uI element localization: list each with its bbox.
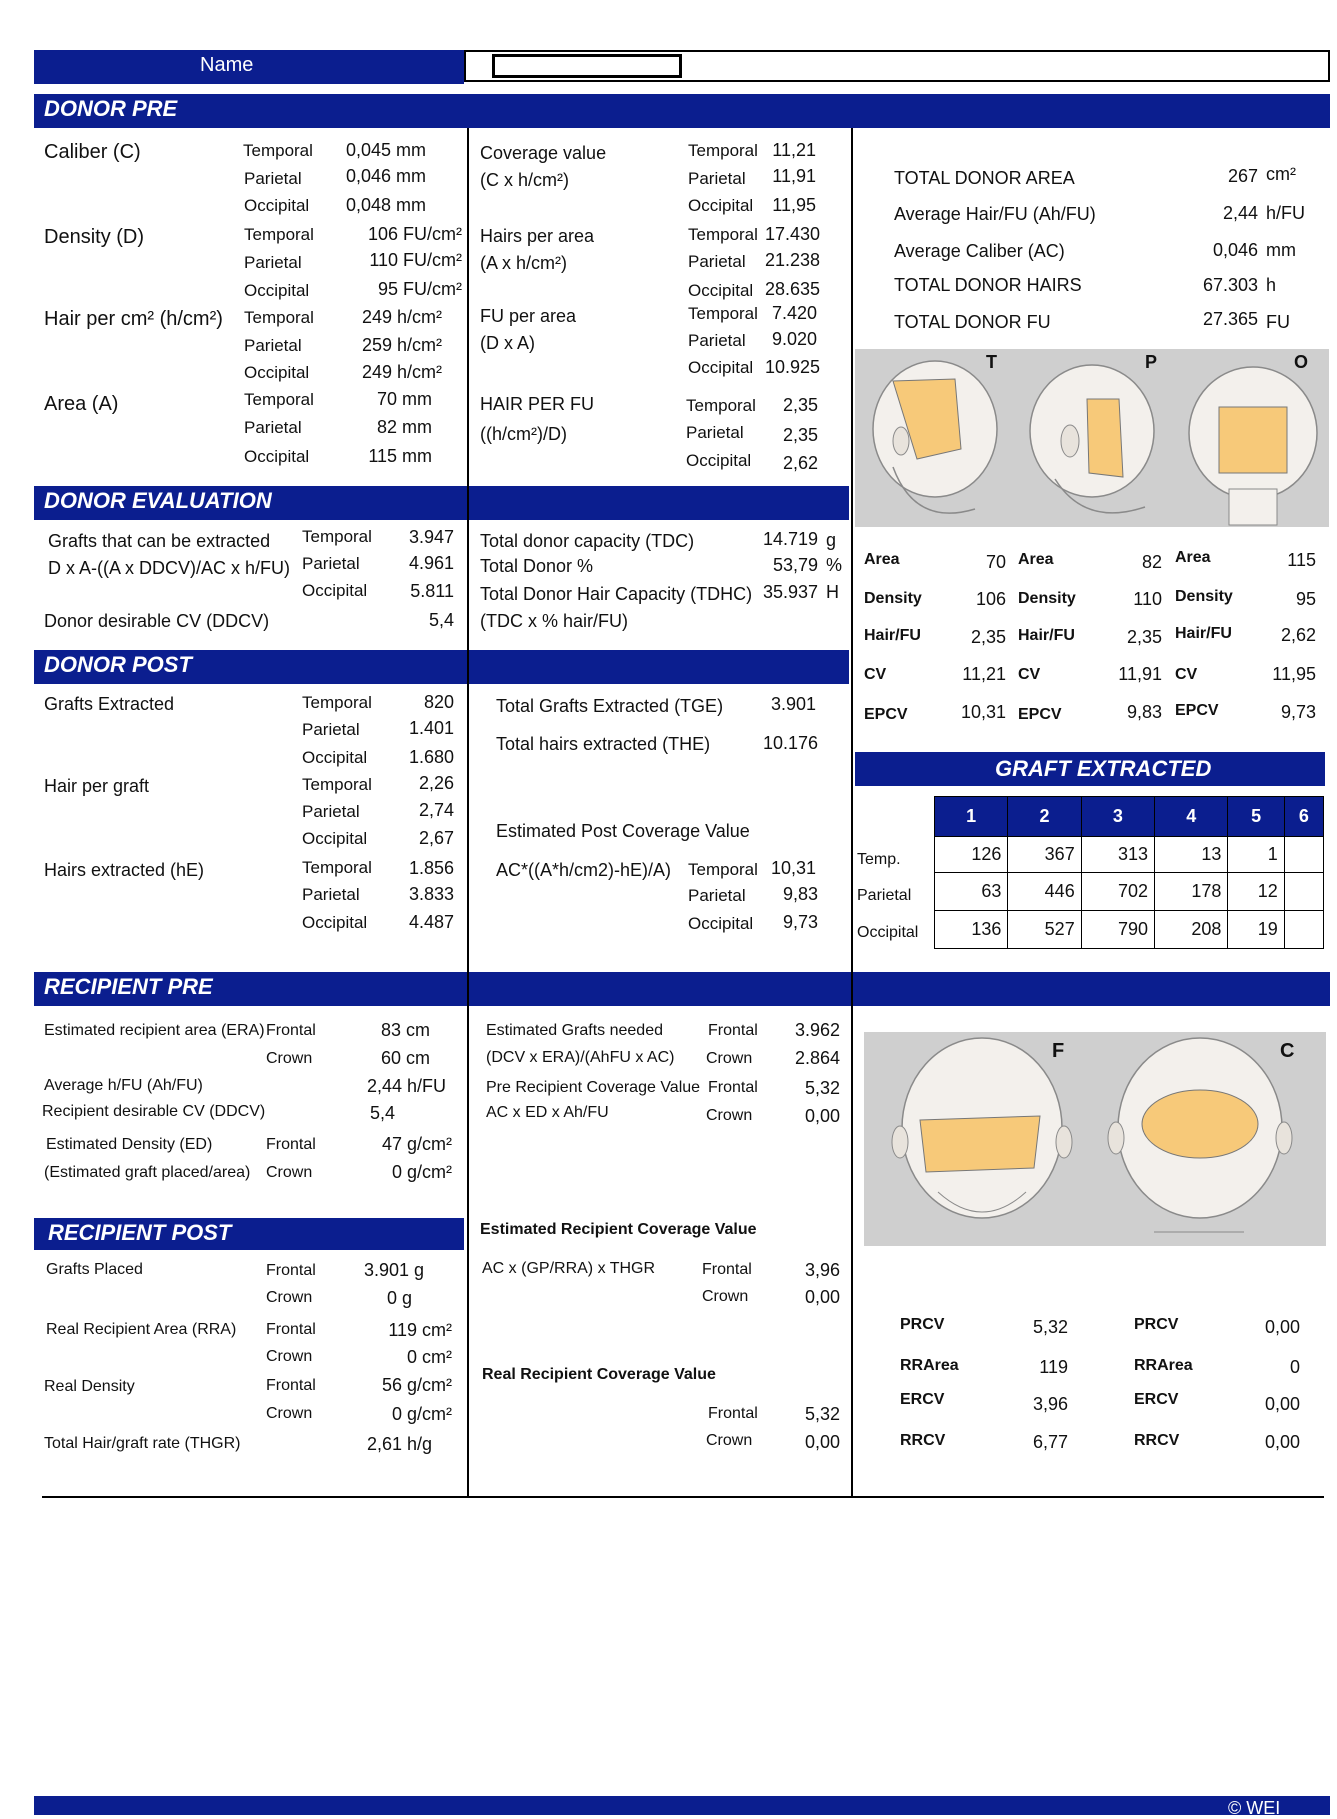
donor-pre-bar bbox=[34, 94, 1330, 128]
zone-label: Frontal bbox=[708, 1405, 758, 1422]
rsummary-c-value: 0 bbox=[1289, 1357, 1300, 1377]
rsummary-c-value: 0,00 bbox=[1264, 1394, 1300, 1414]
graft-cell: 136 bbox=[935, 911, 1008, 949]
name-input[interactable] bbox=[492, 54, 682, 78]
zone-label: Parietal bbox=[302, 802, 360, 821]
graft-cell: 527 bbox=[1008, 911, 1081, 949]
egn-crown: 2.864 bbox=[794, 1048, 840, 1068]
donor-post-title: DONOR POST bbox=[44, 652, 192, 677]
caliber-parietal: 0,046 mm bbox=[346, 166, 427, 186]
zone-label: Temporal bbox=[244, 308, 314, 327]
grafts-extractable-label: Grafts that can be extracted bbox=[48, 531, 271, 551]
hair-label: Hair per cm² (h/cm²) bbox=[44, 308, 223, 330]
zone-label: Temporal bbox=[688, 860, 758, 879]
epcv-temporal: 10,31 bbox=[770, 858, 816, 878]
summary-p-value: 2,35 bbox=[1126, 627, 1162, 647]
zone-label: Parietal bbox=[686, 423, 744, 442]
rsummary-f-value: 119 bbox=[1039, 1357, 1068, 1377]
summary-label: EPCV bbox=[864, 706, 908, 723]
zone-label: Temporal bbox=[302, 775, 372, 794]
fpa-parietal: 9.020 bbox=[771, 329, 817, 349]
total-unit: h/FU bbox=[1266, 203, 1306, 223]
epcv-formula: AC*((A*h/cm2)-hE)/A) bbox=[496, 860, 672, 880]
area-occipital: 115 mm bbox=[368, 446, 432, 466]
zone-label: Parietal bbox=[302, 720, 360, 739]
zone-label: Parietal bbox=[688, 886, 746, 905]
tdhc-label: Total Donor Hair Capacity (TDHC) bbox=[480, 584, 753, 604]
table-row bbox=[935, 837, 1324, 873]
summary-o-value: 115 bbox=[1287, 550, 1316, 570]
era-label: Estimated recipient area (ERA) bbox=[44, 1022, 265, 1039]
caliber-temporal: 0,045 mm bbox=[346, 140, 427, 160]
zone-label: Occipital bbox=[244, 447, 310, 466]
graft-col-header: 4 bbox=[1155, 797, 1228, 837]
summary-label: Density bbox=[1018, 590, 1076, 607]
zone-label: Crown bbox=[266, 1050, 313, 1067]
tge-value: 3.901 bbox=[770, 694, 816, 714]
zone-label: Temporal bbox=[244, 225, 314, 244]
gp-frontal: 3.901 g bbox=[363, 1260, 424, 1280]
donor-head-panel bbox=[855, 349, 1329, 527]
total-value: 0,046 bbox=[1212, 240, 1258, 260]
rra-frontal: 119 cm² bbox=[388, 1320, 452, 1340]
density-occipital: 95 FU/cm² bbox=[377, 279, 462, 299]
rsummary-label: RRCV bbox=[900, 1432, 946, 1449]
bottom-rule bbox=[42, 1496, 1324, 1498]
rra-crown: 0 cm² bbox=[407, 1347, 452, 1367]
rd-frontal: 56 g/cm² bbox=[381, 1375, 452, 1395]
total-label: Average Hair/FU (Ah/FU) bbox=[894, 204, 1096, 224]
graft-cell: 446 bbox=[1008, 873, 1081, 911]
summary-p-value: 9,83 bbox=[1126, 702, 1162, 722]
zone-label: Parietal bbox=[302, 554, 360, 573]
recipient-pre-bar bbox=[34, 972, 1330, 1006]
ddcv-label: Donor desirable CV (DDCV) bbox=[44, 611, 270, 631]
total-value: 67.303 bbox=[1202, 275, 1258, 295]
graft-cell: 790 bbox=[1081, 911, 1154, 949]
grafts-extractable-formula: D x A-((A x DDCV)/AC x h/FU) bbox=[48, 558, 291, 578]
rsummary-label: PRCV bbox=[900, 1316, 945, 1333]
zone-label: Frontal bbox=[266, 1262, 316, 1279]
graft-cell bbox=[1284, 837, 1323, 873]
zone-label: Parietal bbox=[302, 885, 360, 904]
grafts-temporal: 3.947 bbox=[408, 527, 454, 547]
fpa-label: FU per area bbox=[480, 306, 577, 326]
graft-cell: 178 bbox=[1155, 873, 1228, 911]
ercv-formula: AC x (GP/RRA) x THGR bbox=[482, 1260, 656, 1277]
parietal-head-icon bbox=[1030, 365, 1154, 513]
summary-label: CV bbox=[1018, 666, 1041, 683]
total-unit: FU bbox=[1266, 312, 1290, 332]
divider-left bbox=[467, 128, 469, 1496]
graft-cell: 13 bbox=[1155, 837, 1228, 873]
rsummary-label: RRArea bbox=[900, 1357, 959, 1374]
graft-col-header: 5 bbox=[1228, 797, 1284, 837]
ddcv-value: 5,4 bbox=[428, 610, 454, 630]
ercv-title: Estimated Recipient Coverage Value bbox=[480, 1221, 757, 1238]
zone-label: Crown bbox=[706, 1107, 753, 1124]
zone-label: Occipital bbox=[244, 196, 310, 215]
egn-formula: (DCV x ERA)/(AhFU x AC) bbox=[486, 1049, 675, 1066]
rsummary-label: PRCV bbox=[1134, 1316, 1179, 1333]
hpg-parietal: 2,74 bbox=[418, 800, 454, 820]
zone-label: Crown bbox=[706, 1050, 753, 1067]
summary-p-value: 82 bbox=[1141, 552, 1162, 572]
epcv-parietal: 9,83 bbox=[782, 884, 818, 904]
rd-label: Real Density bbox=[44, 1378, 135, 1395]
ge-occipital: 1.680 bbox=[408, 747, 454, 767]
tdhc-unit: H bbox=[826, 582, 839, 602]
ed-formula: (Estimated graft placed/area) bbox=[44, 1164, 251, 1181]
zone-label: Frontal bbox=[266, 1022, 316, 1039]
total-label: TOTAL DONOR AREA bbox=[894, 168, 1075, 188]
hpf-formula: ((h/cm²)/D) bbox=[480, 424, 567, 444]
summary-o-value: 9,73 bbox=[1280, 702, 1316, 722]
summary-label: Hair/FU bbox=[864, 627, 921, 644]
tdp-label: Total Donor % bbox=[480, 556, 594, 576]
graft-cell: 126 bbox=[935, 837, 1008, 873]
zone-label: Occipital bbox=[302, 829, 368, 848]
zone-label: Occipital bbox=[244, 363, 310, 382]
gp-crown: 0 g bbox=[386, 1288, 412, 1308]
graft-cell: 1 bbox=[1228, 837, 1284, 873]
prcv-formula: AC x ED x Ah/FU bbox=[486, 1104, 609, 1121]
tdhc-value: 35.937 bbox=[762, 582, 818, 602]
zone-label: Occipital bbox=[244, 281, 310, 300]
hair-parietal: 259 h/cm² bbox=[362, 335, 443, 355]
graft-cell: 208 bbox=[1155, 911, 1228, 949]
area-parietal: 82 mm bbox=[376, 417, 432, 437]
ahfu-label: Average h/FU (Ah/FU) bbox=[44, 1077, 203, 1094]
graft-col-header: 2 bbox=[1008, 797, 1081, 837]
he-temporal: 1.856 bbox=[408, 858, 454, 878]
rsummary-label: ERCV bbox=[900, 1391, 945, 1408]
area-temporal: 70 mm bbox=[376, 389, 432, 409]
cv-label: Coverage value bbox=[480, 143, 607, 163]
graft-row-label: Temp. bbox=[857, 851, 901, 868]
zone-label: Parietal bbox=[688, 252, 746, 271]
epcv-occipital: 9,73 bbox=[782, 912, 818, 932]
area-label: Area (A) bbox=[44, 393, 119, 415]
total-value: 27.365 bbox=[1202, 309, 1258, 329]
ercv-crown: 0,00 bbox=[804, 1287, 840, 1307]
zone-label: Occipital bbox=[302, 748, 368, 767]
cv-occipital: 11,95 bbox=[772, 195, 816, 215]
zone-label: Occipital bbox=[686, 451, 752, 470]
caliber-label: Caliber (C) bbox=[44, 141, 141, 163]
summary-label: CV bbox=[1175, 666, 1198, 683]
zone-label: Parietal bbox=[688, 331, 746, 350]
cv-parietal: 11,91 bbox=[772, 166, 816, 186]
grafts-parietal: 4.961 bbox=[408, 553, 454, 573]
zone-label: Crown bbox=[266, 1164, 313, 1181]
cv-temporal: 11,21 bbox=[772, 140, 816, 160]
head-letter-t: T bbox=[986, 352, 997, 372]
hpf-label: HAIR PER FU bbox=[480, 394, 595, 414]
he-occipital: 4.487 bbox=[408, 912, 454, 932]
ahfu-value: 2,44 h/FU bbox=[366, 1076, 446, 1096]
grafts-occipital: 5.811 bbox=[410, 581, 454, 601]
fpa-occipital: 10.925 bbox=[764, 357, 820, 377]
summary-label: Density bbox=[864, 590, 922, 607]
hairs-extracted-label: Hairs extracted (hE) bbox=[44, 860, 205, 880]
zone-label: Crown bbox=[266, 1348, 313, 1365]
zone-label: Occipital bbox=[688, 914, 754, 933]
graft-cell: 702 bbox=[1081, 873, 1154, 911]
rra-label: Real Recipient Area (RRA) bbox=[46, 1321, 237, 1338]
fpa-temporal: 7.420 bbox=[771, 303, 817, 323]
epcv-label: Estimated Post Coverage Value bbox=[496, 821, 750, 841]
prcv-frontal: 5,32 bbox=[804, 1078, 840, 1098]
graft-extracted-title: GRAFT EXTRACTED bbox=[995, 756, 1212, 781]
summary-label: Density bbox=[1175, 588, 1233, 605]
footer-copyright: © WEI bbox=[1228, 1798, 1281, 1818]
zone-label: Temporal bbox=[244, 390, 314, 409]
egn-frontal: 3.962 bbox=[794, 1020, 840, 1040]
density-label: Density (D) bbox=[44, 226, 145, 248]
table-row bbox=[935, 911, 1324, 949]
hpf-temporal: 2,35 bbox=[782, 395, 818, 415]
summary-label: EPCV bbox=[1018, 706, 1062, 723]
era-frontal: 83 cm bbox=[380, 1020, 430, 1040]
hpa-temporal: 17.430 bbox=[764, 224, 820, 244]
summary-t-value: 70 bbox=[985, 552, 1006, 572]
donor-head-diagram bbox=[855, 349, 1329, 527]
summary-label: Area bbox=[1175, 549, 1211, 566]
zone-label: Crown bbox=[702, 1288, 749, 1305]
total-value: 267 bbox=[1227, 166, 1258, 186]
hpa-label: Hairs per area bbox=[480, 226, 595, 246]
zone-label: Crown bbox=[266, 1289, 313, 1306]
head-letter-p: P bbox=[1145, 352, 1158, 372]
head-letter-f: F bbox=[1052, 1040, 1065, 1062]
tdc-unit: g bbox=[826, 530, 837, 550]
hpg-occipital: 2,67 bbox=[418, 828, 454, 848]
graft-cell: 313 bbox=[1081, 837, 1154, 873]
graft-col-header: 3 bbox=[1081, 797, 1154, 837]
summary-p-value: 11,91 bbox=[1118, 664, 1162, 684]
graft-cell: 19 bbox=[1228, 911, 1284, 949]
rsummary-label: ERCV bbox=[1134, 1391, 1179, 1408]
graft-row-label: Occipital bbox=[857, 924, 919, 941]
thgr-value: 2,61 h/g bbox=[366, 1434, 432, 1454]
summary-p-value: 110 bbox=[1133, 589, 1162, 609]
hpf-occipital: 2,62 bbox=[782, 453, 818, 473]
head-letter-o: O bbox=[1294, 352, 1309, 372]
total-label: TOTAL DONOR FU bbox=[894, 312, 1051, 332]
zone-label: Frontal bbox=[702, 1261, 752, 1278]
total-label: Average Caliber (AC) bbox=[894, 241, 1065, 261]
total-value: 2,44 bbox=[1222, 203, 1258, 223]
name-label: Name bbox=[200, 54, 254, 76]
total-unit: h bbox=[1266, 275, 1277, 295]
zone-label: Frontal bbox=[708, 1022, 758, 1039]
total-unit: cm² bbox=[1266, 164, 1296, 184]
egn-label: Estimated Grafts needed bbox=[486, 1022, 663, 1039]
he-parietal: 3.833 bbox=[408, 884, 454, 904]
footer-bar bbox=[34, 1796, 1330, 1815]
tge-label: Total Grafts Extracted (TGE) bbox=[496, 696, 724, 716]
gp-label: Grafts Placed bbox=[46, 1261, 143, 1278]
zone-label: Temporal bbox=[688, 225, 758, 244]
zone-label: Temporal bbox=[243, 141, 313, 160]
rsummary-label: RRCV bbox=[1134, 1432, 1180, 1449]
rsummary-c-value: 0,00 bbox=[1264, 1317, 1300, 1337]
summary-t-value: 106 bbox=[975, 589, 1006, 609]
zone-label: Temporal bbox=[688, 304, 758, 323]
recipient-post-title: RECIPIENT POST bbox=[48, 1220, 232, 1245]
donor-eval-title: DONOR EVALUATION bbox=[44, 488, 272, 513]
grafts-extracted-label: Grafts Extracted bbox=[44, 694, 175, 714]
summary-t-value: 2,35 bbox=[970, 627, 1006, 647]
tdhc-formula: (TDC x % hair/FU) bbox=[480, 611, 628, 631]
zone-label: Occipital bbox=[688, 281, 754, 300]
crown-head-icon bbox=[1108, 1038, 1295, 1232]
zone-label: Frontal bbox=[266, 1377, 316, 1394]
summary-o-value: 2,62 bbox=[1280, 625, 1316, 645]
rrcv-frontal: 5,32 bbox=[804, 1404, 840, 1424]
rsummary-c-value: 0,00 bbox=[1264, 1432, 1300, 1452]
density-temporal: 106 FU/cm² bbox=[367, 224, 462, 244]
graft-cell bbox=[1284, 873, 1323, 911]
summary-label: Hair/FU bbox=[1018, 627, 1075, 644]
summary-label: Area bbox=[864, 551, 900, 568]
zone-label: Occipital bbox=[302, 913, 368, 932]
total-label: TOTAL DONOR HAIRS bbox=[894, 275, 1082, 295]
zone-label: Parietal bbox=[688, 169, 746, 188]
head-letter-c: C bbox=[1280, 1040, 1295, 1062]
occipital-head-icon bbox=[1189, 367, 1317, 525]
summary-o-value: 95 bbox=[1295, 589, 1316, 609]
rrcv-crown: 0,00 bbox=[804, 1432, 840, 1452]
summary-label: Hair/FU bbox=[1175, 625, 1232, 642]
ge-temporal: 820 bbox=[423, 692, 454, 712]
temporal-head-icon bbox=[873, 361, 997, 513]
zone-label: Frontal bbox=[708, 1079, 758, 1096]
zone-label: Frontal bbox=[266, 1136, 316, 1153]
hpg-temporal: 2,26 bbox=[418, 773, 454, 793]
era-crown: 60 cm bbox=[380, 1048, 430, 1068]
caliber-occipital: 0,048 mm bbox=[346, 195, 427, 215]
cv-formula: (C x h/cm²) bbox=[480, 170, 569, 190]
ed-label: Estimated Density (ED) bbox=[46, 1136, 213, 1153]
tdc-value: 14.719 bbox=[762, 529, 818, 549]
rdcv-value: 5,4 bbox=[370, 1103, 396, 1123]
recipient-head-panel bbox=[864, 1032, 1326, 1246]
zone-label: Occipital bbox=[688, 196, 754, 215]
zone-label: Occipital bbox=[688, 358, 754, 377]
thgr-label: Total Hair/graft rate (THGR) bbox=[44, 1435, 241, 1452]
ed-crown: 0 g/cm² bbox=[391, 1162, 452, 1182]
rsummary-f-value: 3,96 bbox=[1032, 1394, 1068, 1414]
divider-right bbox=[851, 128, 853, 1496]
zone-label: Parietal bbox=[244, 253, 302, 272]
the-value: 10.176 bbox=[762, 733, 818, 753]
rdcv-label: Recipient desirable CV (DDCV) bbox=[42, 1103, 266, 1120]
zone-label: Crown bbox=[706, 1432, 753, 1449]
zone-label: Temporal bbox=[688, 141, 758, 160]
hpa-formula: (A x h/cm²) bbox=[480, 253, 568, 273]
summary-t-value: 11,21 bbox=[962, 664, 1006, 684]
frontal-head-icon bbox=[892, 1038, 1072, 1218]
donor-pre-title: DONOR PRE bbox=[44, 96, 178, 121]
fpa-formula: (D x A) bbox=[480, 333, 536, 353]
zone-label: Parietal bbox=[244, 418, 302, 437]
graft-col-header: 6 bbox=[1284, 797, 1323, 837]
hair-temporal: 249 h/cm² bbox=[362, 307, 443, 327]
summary-o-value: 11,95 bbox=[1272, 664, 1316, 684]
prcv-label: Pre Recipient Coverage Value bbox=[486, 1079, 701, 1096]
density-parietal: 110 FU/cm² bbox=[369, 250, 462, 270]
summary-label: Area bbox=[1018, 551, 1054, 568]
graft-extracted-table bbox=[934, 796, 1324, 949]
tdc-label: Total donor capacity (TDC) bbox=[480, 531, 695, 551]
recipient-head-diagram bbox=[864, 1032, 1326, 1246]
zone-label: Temporal bbox=[302, 693, 372, 712]
graft-cell bbox=[1284, 911, 1323, 949]
rsummary-f-value: 6,77 bbox=[1032, 1432, 1068, 1452]
rsummary-f-value: 5,32 bbox=[1032, 1317, 1068, 1337]
the-label: Total hairs extracted (THE) bbox=[496, 734, 711, 754]
zone-label: Parietal bbox=[244, 336, 302, 355]
hpf-parietal: 2,35 bbox=[782, 425, 818, 445]
tdp-unit: % bbox=[826, 555, 843, 575]
zone-label: Parietal bbox=[244, 169, 302, 188]
hpa-occipital: 28.635 bbox=[764, 279, 820, 299]
graft-cell: 12 bbox=[1228, 873, 1284, 911]
ge-parietal: 1.401 bbox=[408, 718, 454, 738]
recipient-pre-title: RECIPIENT PRE bbox=[44, 974, 213, 999]
rsummary-label: RRArea bbox=[1134, 1357, 1193, 1374]
ercv-frontal: 3,96 bbox=[804, 1260, 840, 1280]
hair-per-graft-label: Hair per graft bbox=[44, 776, 150, 796]
summary-t-value: 10,31 bbox=[960, 702, 1006, 722]
zone-label: Occipital bbox=[302, 581, 368, 600]
zone-label: Temporal bbox=[302, 858, 372, 877]
summary-label: CV bbox=[864, 666, 887, 683]
rd-crown: 0 g/cm² bbox=[391, 1404, 452, 1424]
ed-frontal: 47 g/cm² bbox=[381, 1134, 452, 1154]
tdp-value: 53,79 bbox=[772, 555, 818, 575]
graft-col-header: 1 bbox=[935, 797, 1008, 837]
total-unit: mm bbox=[1266, 240, 1296, 260]
graft-cell: 63 bbox=[935, 873, 1008, 911]
summary-label: EPCV bbox=[1175, 702, 1219, 719]
zone-label: Temporal bbox=[686, 396, 756, 415]
zone-label: Frontal bbox=[266, 1321, 316, 1338]
table-row bbox=[935, 873, 1324, 911]
hpa-parietal: 21.238 bbox=[764, 250, 820, 270]
prcv-crown: 0,00 bbox=[804, 1106, 840, 1126]
rrcv-title: Real Recipient Coverage Value bbox=[482, 1366, 716, 1383]
graft-row-label: Parietal bbox=[857, 887, 912, 904]
graft-cell: 367 bbox=[1008, 837, 1081, 873]
hair-occipital: 249 h/cm² bbox=[362, 362, 443, 382]
zone-label: Temporal bbox=[302, 527, 372, 546]
zone-label: Crown bbox=[266, 1405, 313, 1422]
